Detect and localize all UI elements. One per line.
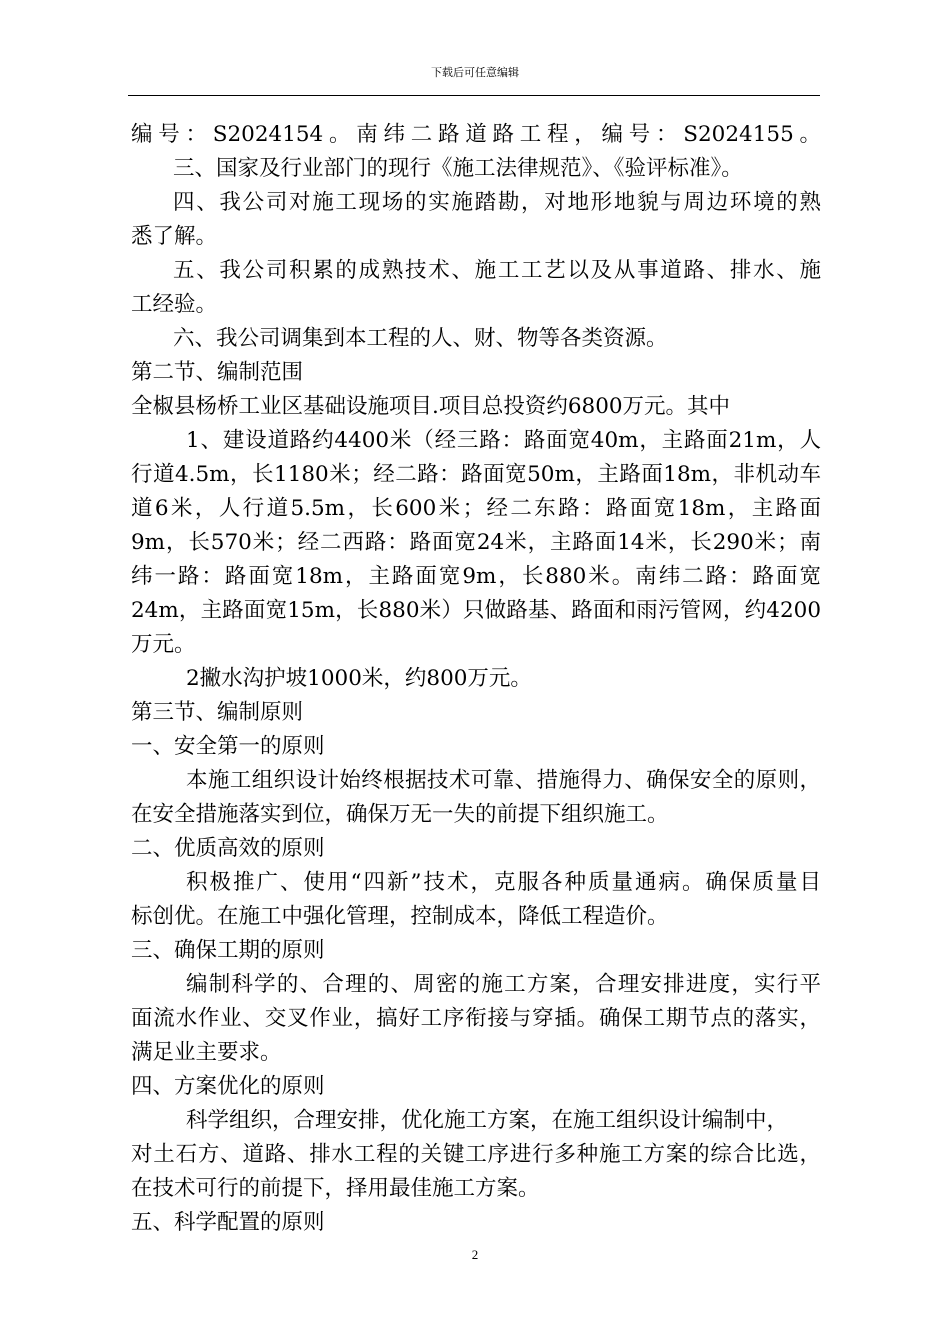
subsection-heading: 三、确保工期的原则 [131,938,325,963]
subsection-heading: 五、科学配置的原则 [131,1210,325,1235]
body-line: 24m，主路面宽15m，长880米）只做路基、路面和雨污管网，约4200 [131,598,821,623]
body-line: 编号：S2024154。南纬二路道路工程，编号：S2024155。 [131,122,821,147]
section-heading: 第三节、编制原则 [131,700,304,725]
body-line: 五、我公司积累的成熟技术、施工工艺以及从事道路、排水、施 [173,258,821,283]
body-line: 工经验。 [131,292,218,317]
body-line: 在安全措施落实到位，确保万无一失的前提下组织施工。 [131,802,669,827]
document-body [131,118,821,1240]
body-line: 三、国家及行业部门的现行《施工法律规范》、《验评标准》。 [173,156,743,181]
header-note: 下载后可任意编辑 [431,66,519,79]
body-line: 科学组织，合理安排，优化施工方案，在施工组织设计编制中， [186,1108,789,1133]
body-line: 积极推广、使用“四新”技术，克服各种质量通病。确保质量目 [186,870,821,895]
subsection-heading: 二、优质高效的原则 [131,836,325,861]
section-heading: 第二节、编制范围 [131,360,304,385]
body-line: 四、我公司对施工现场的实施踏勘，对地形地貌与周边环境的熟 [173,190,821,215]
body-line: 在技术可行的前提下，择用最佳施工方案。 [131,1176,540,1201]
body-line: 对土石方、道路、排水工程的关键工序进行多种施工方案的综合比选， [131,1142,821,1167]
body-line: 悉了解。 [131,224,218,249]
body-line: 标创优。在施工中强化管理，控制成本，降低工程造价。 [131,904,669,929]
body-line: 9m，长570米；经二西路：路面宽24米，主路面14米，长290米；南 [131,530,821,555]
body-line: 道6米，人行道5.5m，长600米；经二东路：路面宽18m，主路面 [131,496,821,521]
subsection-heading: 一、安全第一的原则 [131,734,325,759]
body-line: 六、我公司调集到本工程的人、财、物等各类资源。 [173,326,668,351]
body-line: 本施工组织设计始终根据技术可靠、措施得力、确保安全的原则， [186,768,821,793]
body-line: 2撇水沟护坡1000米，约800万元。 [186,666,532,691]
body-line: 全椒县杨桥工业区基础设施项目.项目总投资约6800万元。其中 [131,394,731,419]
body-line: 行道4.5m，长1180米；经二路：路面宽50m，主路面18m，非机动车 [131,462,821,487]
body-line: 编制科学的、合理的、周密的施工方案，合理安排进度，实行平 [186,972,821,997]
body-line: 满足业主要求。 [131,1040,282,1065]
page-number: 2 [471,1247,479,1262]
body-line: 1、建设道路约4400米（经三路：路面宽40m，主路面21m，人 [186,428,821,453]
header-rule [128,95,820,96]
body-line: 纬一路：路面宽18m，主路面宽9m，长880米。南纬二路：路面宽 [131,564,821,589]
body-line: 面流水作业、交叉作业，搞好工序衔接与穿插。确保工期节点的落实， [131,1006,821,1031]
body-line: 万元。 [131,632,196,657]
subsection-heading: 四、方案优化的原则 [131,1074,325,1099]
